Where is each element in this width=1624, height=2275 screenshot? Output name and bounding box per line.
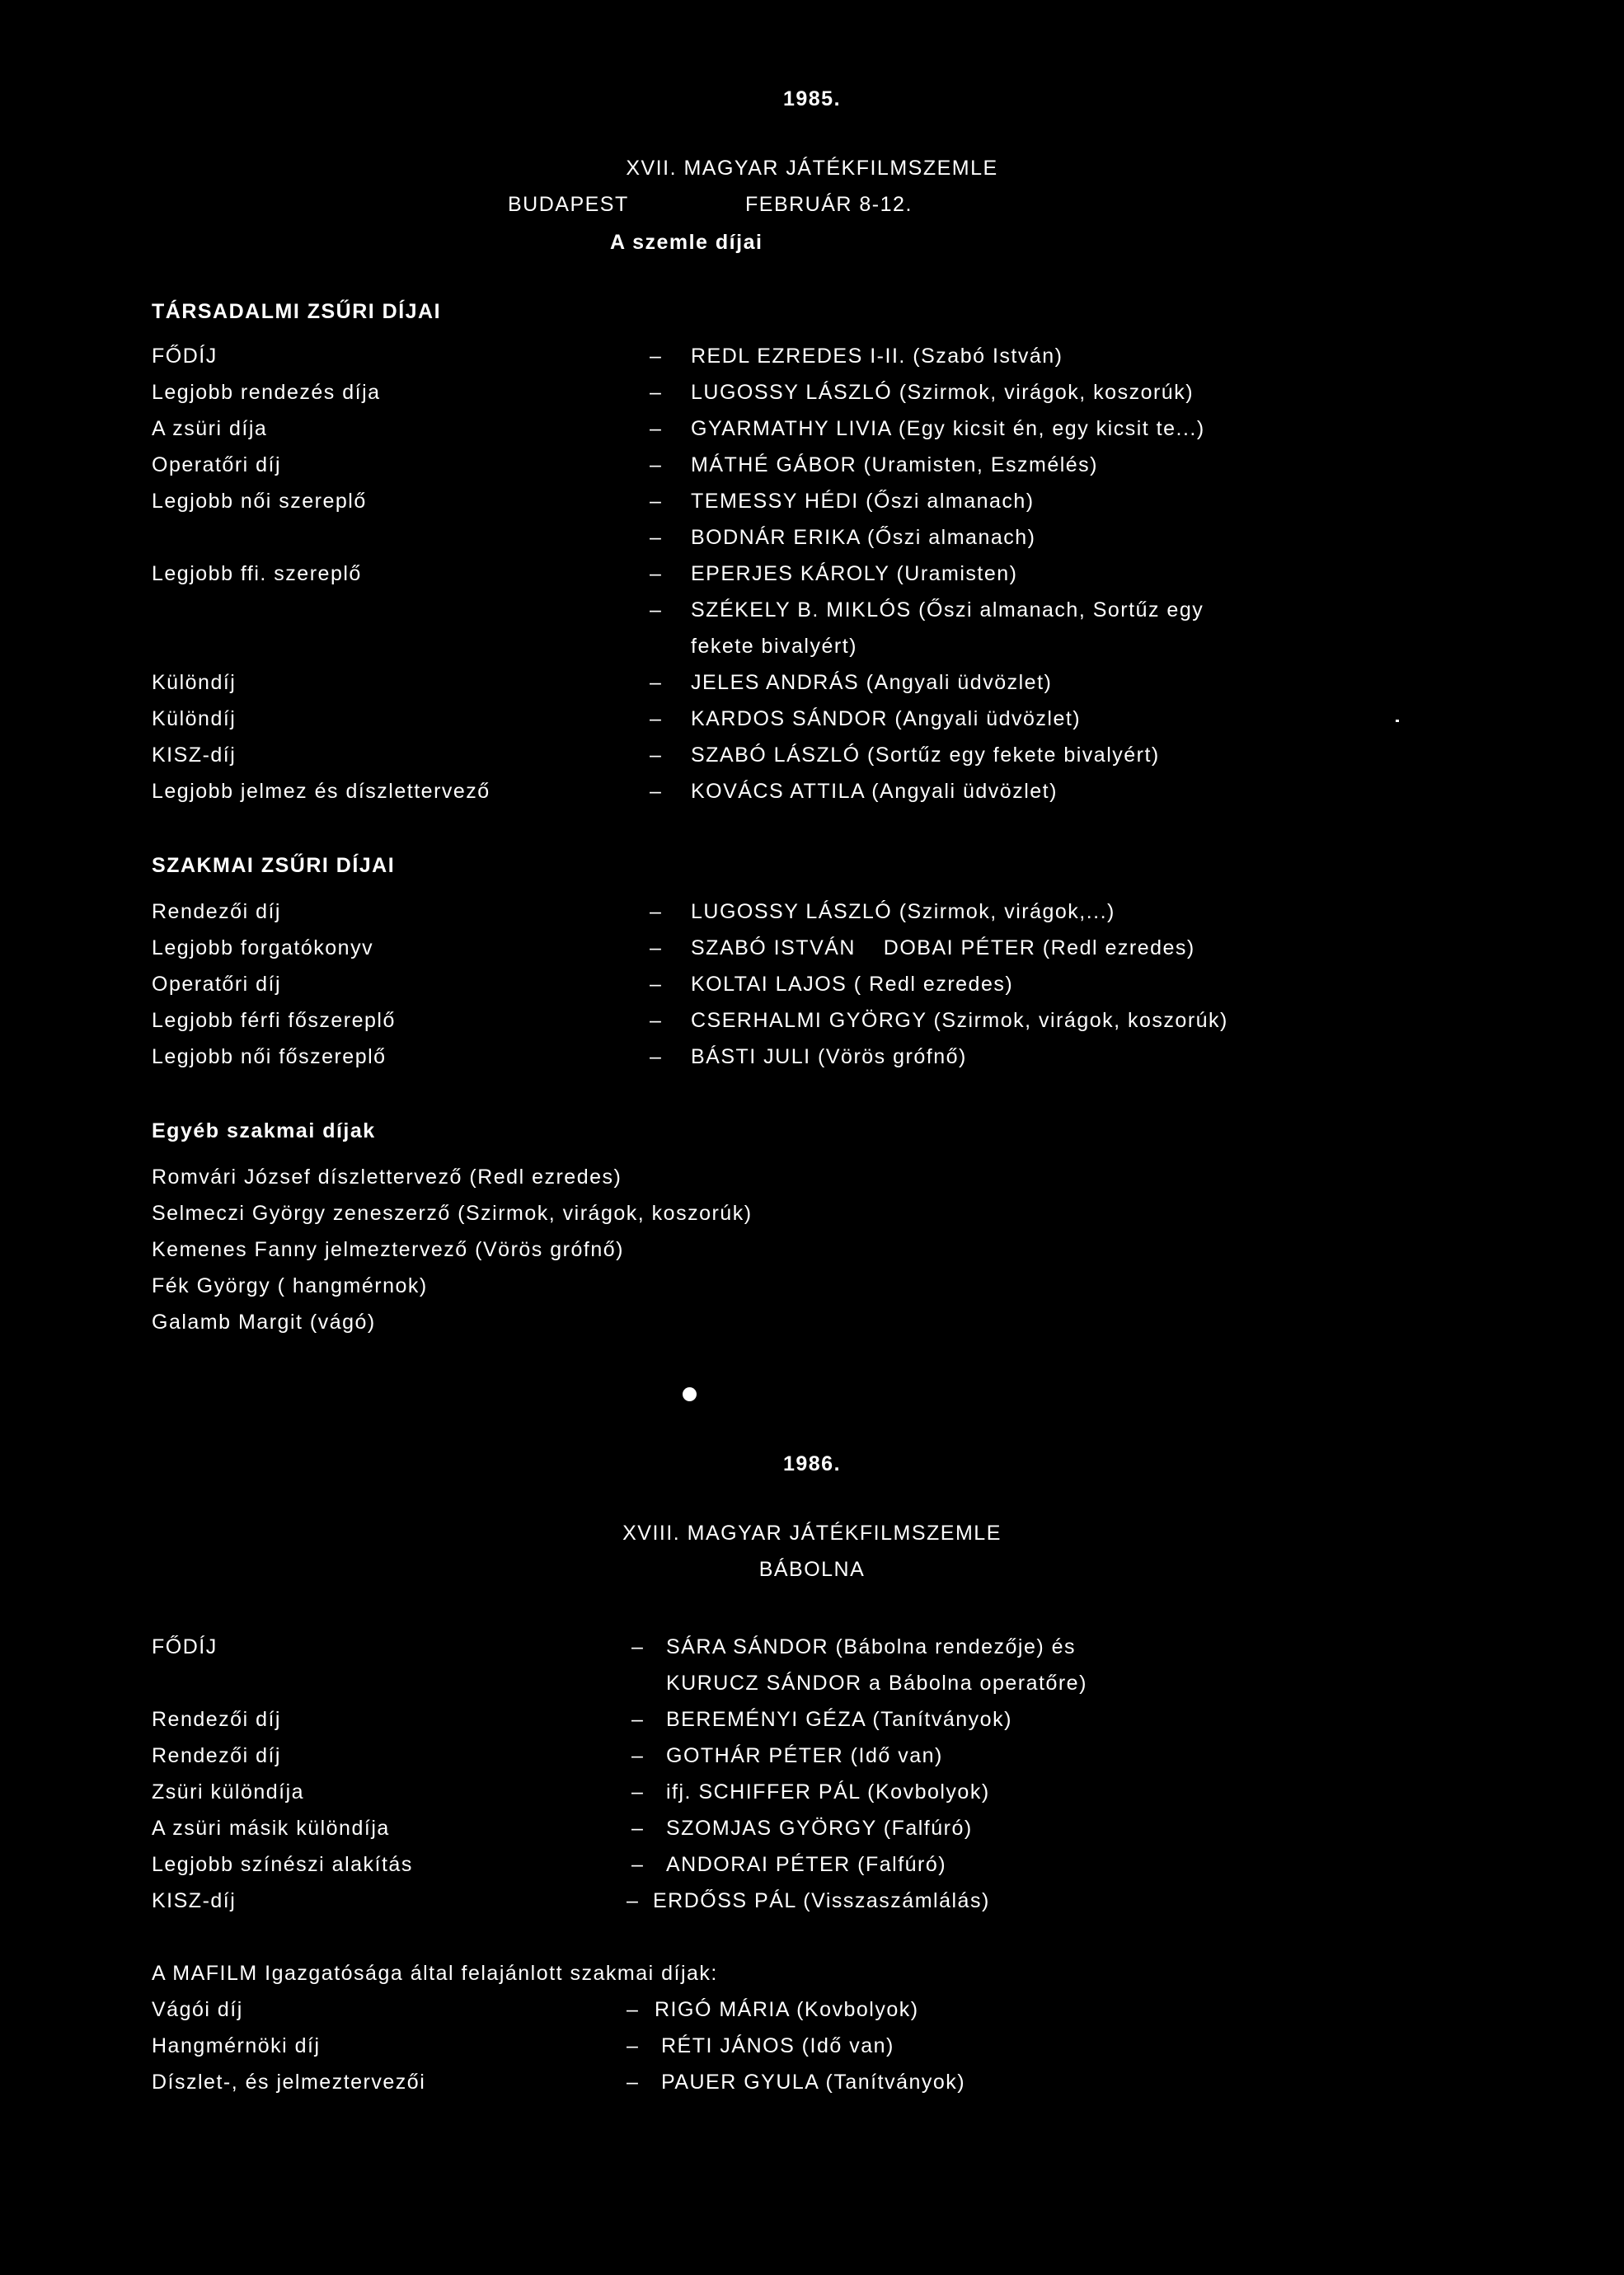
award-winner: MÁTHÉ GÁBOR (Uramisten, Eszmélés) (691, 453, 1099, 476)
list-item: Selmeczi György zeneszerző (Szirmok, virágok, koszorúk) (152, 1202, 753, 1225)
award-winner: BEREMÉNYI GÉZA (Tanítványok) (666, 1708, 1012, 1731)
award-winner: SZÉKELY B. MIKLÓS (Őszi almanach, Sortűz egy (691, 598, 1204, 622)
award-winner-continued: KURUCZ SÁNDOR a Bábolna operatőre) (666, 1672, 1087, 1695)
year-1985: 1985. (782, 87, 842, 110)
award-label: Legjobb forgatókonyv (152, 936, 374, 959)
award-winner: RÉTI JÁNOS (Idő van) (661, 2034, 894, 2057)
award-label: Rendezői díj (152, 900, 281, 923)
award-winner: BODNÁR ERIKA (Őszi almanach) (691, 526, 1036, 549)
dash-separator: – (650, 1009, 663, 1032)
list-item: Galamb Margit (vágó) (152, 1311, 376, 1334)
dash-separator: – (650, 973, 663, 996)
dash-separator: – (650, 671, 663, 694)
dash-separator: – (650, 381, 663, 404)
award-label: Vágói díj (152, 1998, 243, 2021)
award-winner: REDL EZREDES I-II. (Szabó István) (691, 345, 1063, 368)
award-winner: KOLTAI LAJOS ( Redl ezredes) (691, 973, 1014, 996)
award-label: Legjobb rendezés díja (152, 381, 381, 404)
award-label: Különdíj (152, 671, 237, 694)
award-winner: KARDOS SÁNDOR (Angyali üdvözlet) (691, 707, 1082, 730)
award-winner: GYARMATHY LIVIA (Egy kicsit én, egy kicsit te...) (691, 417, 1205, 440)
award-label: Legjobb jelmez és díszlettervező (152, 780, 490, 803)
award-label: Rendezői díj (152, 1708, 281, 1731)
award-winner: LUGOSSY LÁSZLÓ (Szirmok, virágok,...) (691, 900, 1115, 923)
award-label: A zsüri másik különdíja (152, 1817, 390, 1840)
year-1986: 1986. (782, 1452, 842, 1475)
dash-separator: – (650, 598, 663, 622)
award-label: Zsüri különdíja (152, 1780, 305, 1804)
dash-separator: – (631, 1708, 645, 1731)
dash-separator: – (650, 490, 663, 513)
award-winner: RIGÓ MÁRIA (Kovbolyok) (655, 1998, 919, 2021)
award-winner: SZABÓ LÁSZLÓ (Sortűz egy fekete bivalyért) (691, 743, 1160, 767)
section-heading-mafilm: A MAFILM Igazgatósága által felajánlott szakmai díjak: (152, 1962, 718, 1985)
award-winner: ERDŐSS PÁL (Visszaszámlálás) (653, 1889, 990, 1912)
award-label: A zsüri díja (152, 417, 268, 440)
section-divider-bullet (683, 1387, 697, 1401)
dash-separator: – (631, 1780, 645, 1804)
dash-separator: – (650, 900, 663, 923)
dash-separator: – (631, 1744, 645, 1767)
award-winner: LUGOSSY LÁSZLÓ (Szirmok, virágok, koszorúk) (691, 381, 1195, 404)
award-winner: EPERJES KÁROLY (Uramisten) (691, 562, 1018, 585)
award-winner-continued: fekete bivalyért) (691, 635, 857, 658)
list-item: Fék György ( hangmérnok) (152, 1274, 428, 1297)
dash-separator: – (650, 707, 663, 730)
dash-separator: – (650, 1045, 663, 1068)
dash-separator: – (627, 2071, 640, 2094)
festival-city-1985: BUDAPEST (508, 193, 629, 216)
festival-dates-1985: FEBRUÁR 8-12. (745, 193, 913, 216)
dash-separator: – (631, 1635, 645, 1658)
award-winner: JELES ANDRÁS (Angyali üdvözlet) (691, 671, 1053, 694)
festival-title-1986: XVIII. MAGYAR JÁTÉKFILMSZEMLE (622, 1522, 1002, 1545)
award-label: Legjobb férfi főszereplő (152, 1009, 396, 1032)
dash-separator: – (650, 780, 663, 803)
list-item: Romvári József díszlettervező (Redl ezredes) (152, 1166, 622, 1189)
award-winner: PAUER GYULA (Tanítványok) (661, 2071, 966, 2094)
dash-separator: – (627, 1998, 640, 2021)
award-winner: TEMESSY HÉDI (Őszi almanach) (691, 490, 1035, 513)
dash-separator: – (631, 1853, 645, 1876)
dash-separator: – (650, 345, 663, 368)
dash-separator: – (650, 417, 663, 440)
section-heading-other-awards: Egyéb szakmai díjak (152, 1119, 376, 1142)
award-label: Legjobb ffi. szereplő (152, 562, 362, 585)
award-winner: SZOMJAS GYÖRGY (Falfúró) (666, 1817, 973, 1840)
award-label: Legjobb női szereplő (152, 490, 367, 513)
dash-separator: – (650, 453, 663, 476)
dash-separator: – (631, 1817, 645, 1840)
award-winner: KOVÁCS ATTILA (Angyali üdvözlet) (691, 780, 1058, 803)
award-label: Operatőri díj (152, 973, 282, 996)
dash-separator: – (650, 936, 663, 959)
dash-separator: – (627, 2034, 640, 2057)
award-label: Rendezői díj (152, 1744, 281, 1767)
award-label: FŐDÍJ (152, 345, 218, 368)
award-winner: ifj. SCHIFFER PÁL (Kovbolyok) (666, 1780, 990, 1804)
dash-separator: – (650, 562, 663, 585)
award-label: Különdíj (152, 707, 237, 730)
award-winner: GOTHÁR PÉTER (Idő van) (666, 1744, 943, 1767)
festival-title-1985: XVII. MAGYAR JÁTÉKFILMSZEMLE (626, 157, 998, 180)
award-winner: ANDORAI PÉTER (Falfúró) (666, 1853, 947, 1876)
festival-city-1986: BÁBOLNA (758, 1558, 866, 1581)
award-label: Legjobb színészi alakítás (152, 1853, 413, 1876)
award-label: KISZ-díj (152, 743, 237, 767)
award-winner: SZABÓ ISTVÁN DOBAI PÉTER (Redl ezredes) (691, 936, 1195, 959)
dash-separator: – (650, 526, 663, 549)
dash-separator: – (650, 743, 663, 767)
award-winner: CSERHALMI GYÖRGY (Szirmok, virágok, koszorúk) (691, 1009, 1228, 1032)
dash-separator: – (627, 1889, 640, 1912)
award-label: FŐDÍJ (152, 1635, 218, 1658)
scan-speck (1396, 720, 1399, 722)
award-winner: SÁRA SÁNDOR (Bábolna rendezője) és (666, 1635, 1077, 1658)
award-label: Operatőri díj (152, 453, 282, 476)
festival-subtitle-1985: A szemle díjai (610, 231, 763, 254)
award-label: Díszlet-, és jelmeztervezői (152, 2071, 426, 2094)
award-label: KISZ-díj (152, 1889, 237, 1912)
section-heading-social-jury: TÁRSADALMI ZSŰRI DÍJAI (152, 300, 442, 323)
award-label: Hangmérnöki díj (152, 2034, 321, 2057)
award-winner: BÁSTI JULI (Vörös grófnő) (691, 1045, 967, 1068)
award-label: Legjobb női főszereplő (152, 1045, 387, 1068)
list-item: Kemenes Fanny jelmeztervező (Vörös grófnő) (152, 1238, 624, 1261)
section-heading-professional-jury: SZAKMAI ZSŰRI DÍJAI (152, 854, 396, 877)
